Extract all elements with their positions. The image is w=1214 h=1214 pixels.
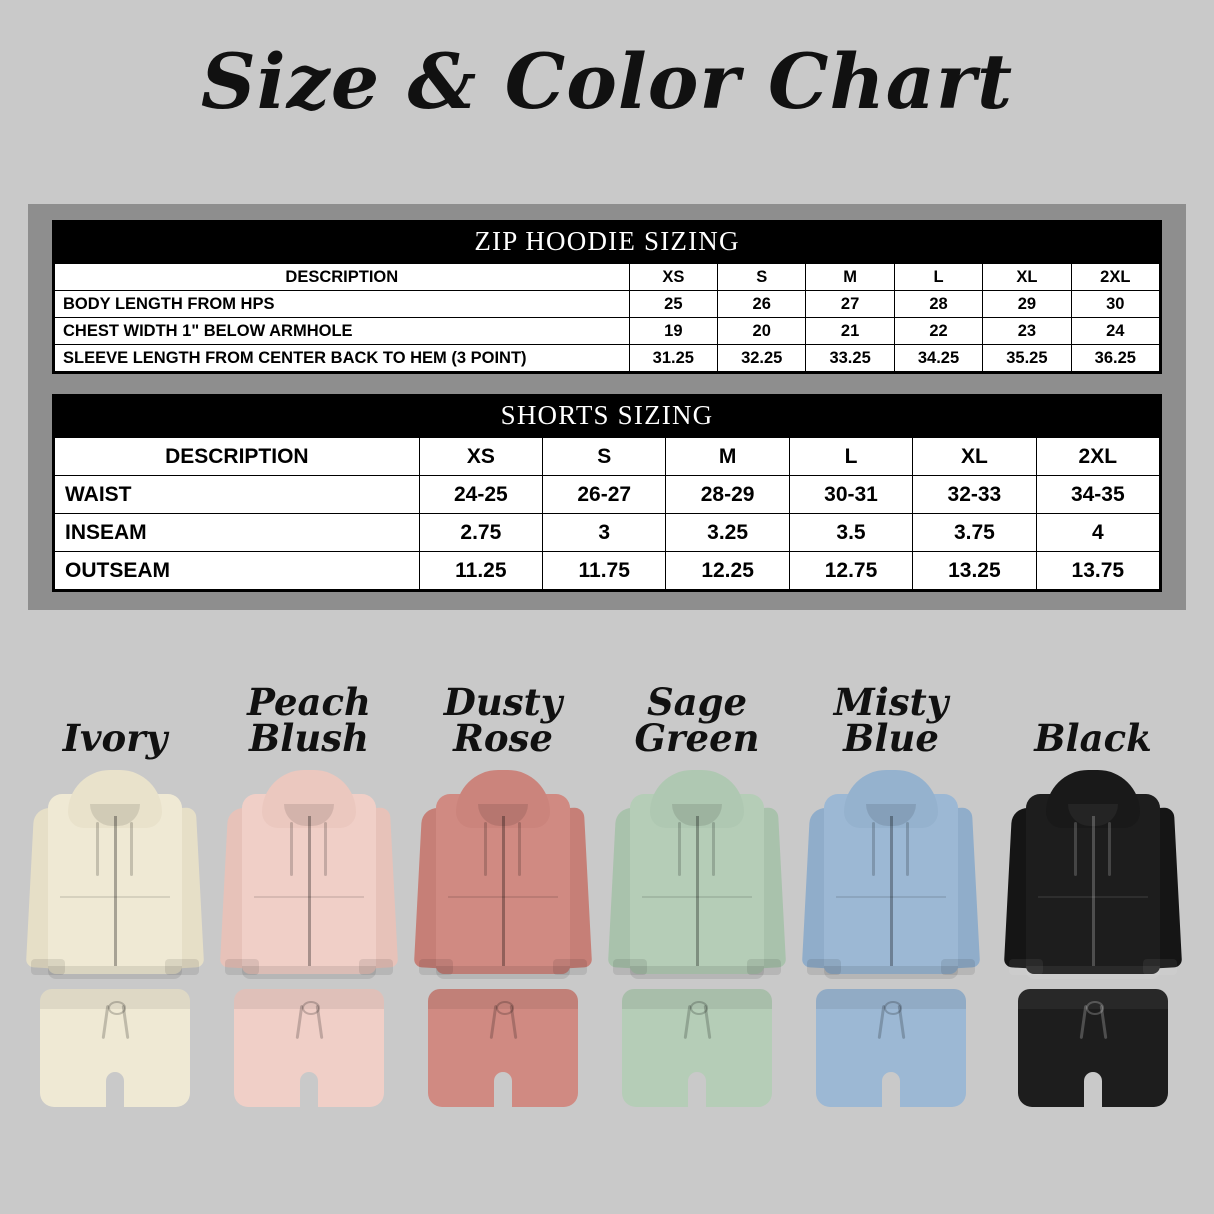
color-label [1000,648,1186,760]
color-label-line1: Peach [247,679,371,724]
zip-hoodie-sizing-block [52,220,1162,374]
cell-value: 34.25 [894,345,982,372]
cell-value: 3.75 [913,514,1036,552]
color-label [410,648,596,760]
color-label-line1: Black [1034,715,1152,760]
cell-value: 33.25 [806,345,894,372]
cell-value: 11.75 [543,552,666,590]
color-label [216,648,402,760]
column-header-m: M [666,438,789,476]
column-header-xl: XL [983,264,1071,291]
color-swatch-section [0,648,1214,1214]
color-label-line1: Sage [646,679,748,724]
cell-value: 22 [894,318,982,345]
cell-value: 2.75 [419,514,542,552]
color-label [798,648,984,760]
column-header-xs: XS [629,264,717,291]
zip-hoodie-table [54,263,1160,372]
column-header-xs: XS [419,438,542,476]
hoodie-peach-blush [224,764,394,979]
table-header-row [55,438,1160,476]
cell-value: 34-35 [1036,476,1159,514]
cell-value: 30 [1071,291,1159,318]
zip-hoodie-banner: ZIP HOODIE SIZING [54,222,1160,263]
column-header-description: DESCRIPTION [55,438,420,476]
cell-value: 26-27 [543,476,666,514]
cell-value: 29 [983,291,1071,318]
color-option-sage-green[interactable] [604,648,790,1114]
cell-value: 27 [806,291,894,318]
cell-value: 28-29 [666,476,789,514]
column-header-description: DESCRIPTION [55,264,630,291]
column-header-s: S [718,264,806,291]
column-header-l: L [894,264,982,291]
cell-value: 13.75 [1036,552,1159,590]
cell-value: 31.25 [629,345,717,372]
cell-value: 24 [1071,318,1159,345]
cell-value: 11.25 [419,552,542,590]
column-header-2xl: 2XL [1071,264,1159,291]
color-label-line2: Rose [453,715,553,760]
cell-value: 21 [806,318,894,345]
row-label: INSEAM [55,514,420,552]
row-label: CHEST WIDTH 1" BELOW ARMHOLE [55,318,630,345]
color-label-line1: Dusty [443,679,563,724]
cell-value: 28 [894,291,982,318]
cell-value: 19 [629,318,717,345]
cell-value: 36.25 [1071,345,1159,372]
cell-value: 3 [543,514,666,552]
color-option-black[interactable] [1000,648,1186,1114]
cell-value: 20 [718,318,806,345]
table-row [55,552,1160,590]
cell-value: 12.75 [789,552,912,590]
table-header-row [55,264,1160,291]
table-row [55,476,1160,514]
table-row [55,345,1160,372]
cell-value: 25 [629,291,717,318]
cell-value: 13.25 [913,552,1036,590]
cell-value: 32-33 [913,476,1036,514]
table-row [55,318,1160,345]
cell-value: 30-31 [789,476,912,514]
color-label-line1: Misty [833,679,949,724]
table-row [55,514,1160,552]
color-label-line2: Blush [249,715,369,760]
row-label: BODY LENGTH FROM HPS [55,291,630,318]
color-option-misty-blue[interactable] [798,648,984,1114]
hoodie-misty-blue [806,764,976,979]
shorts-misty-blue [816,989,966,1114]
shorts-banner: SHORTS SIZING [54,396,1160,437]
row-label: OUTSEAM [55,552,420,590]
shorts-sizing-block [52,394,1162,592]
color-label-line2: Blue [843,715,939,760]
shorts-black [1018,989,1168,1114]
color-option-ivory[interactable] [22,648,208,1114]
column-header-m: M [806,264,894,291]
row-label: WAIST [55,476,420,514]
cell-value: 3.5 [789,514,912,552]
cell-value: 3.25 [666,514,789,552]
hoodie-dusty-rose [418,764,588,979]
color-label-line2: Green [634,715,760,760]
cell-value: 4 [1036,514,1159,552]
color-label [604,648,790,760]
cell-value: 35.25 [983,345,1071,372]
shorts-ivory [40,989,190,1114]
hoodie-ivory [30,764,200,979]
column-header-l: L [789,438,912,476]
column-header-xl: XL [913,438,1036,476]
page-title: Size & Color Chart [200,37,1014,126]
color-label-line1: Ivory [62,715,168,760]
row-label: SLEEVE LENGTH FROM CENTER BACK TO HEM (3 POINT) [55,345,630,372]
hoodie-black [1008,764,1178,979]
hoodie-sage-green [612,764,782,979]
shorts-peach-blush [234,989,384,1114]
shorts-table [54,437,1160,590]
column-header-s: S [543,438,666,476]
cell-value: 32.25 [718,345,806,372]
color-label [22,648,208,760]
color-option-dusty-rose[interactable] [410,648,596,1114]
cell-value: 23 [983,318,1071,345]
shorts-sage-green [622,989,772,1114]
cell-value: 24-25 [419,476,542,514]
shorts-dusty-rose [428,989,578,1114]
table-row [55,291,1160,318]
color-option-peach-blush[interactable] [216,648,402,1114]
cell-value: 12.25 [666,552,789,590]
cell-value: 26 [718,291,806,318]
column-header-2xl: 2XL [1036,438,1159,476]
sizing-charts-panel [28,204,1186,610]
